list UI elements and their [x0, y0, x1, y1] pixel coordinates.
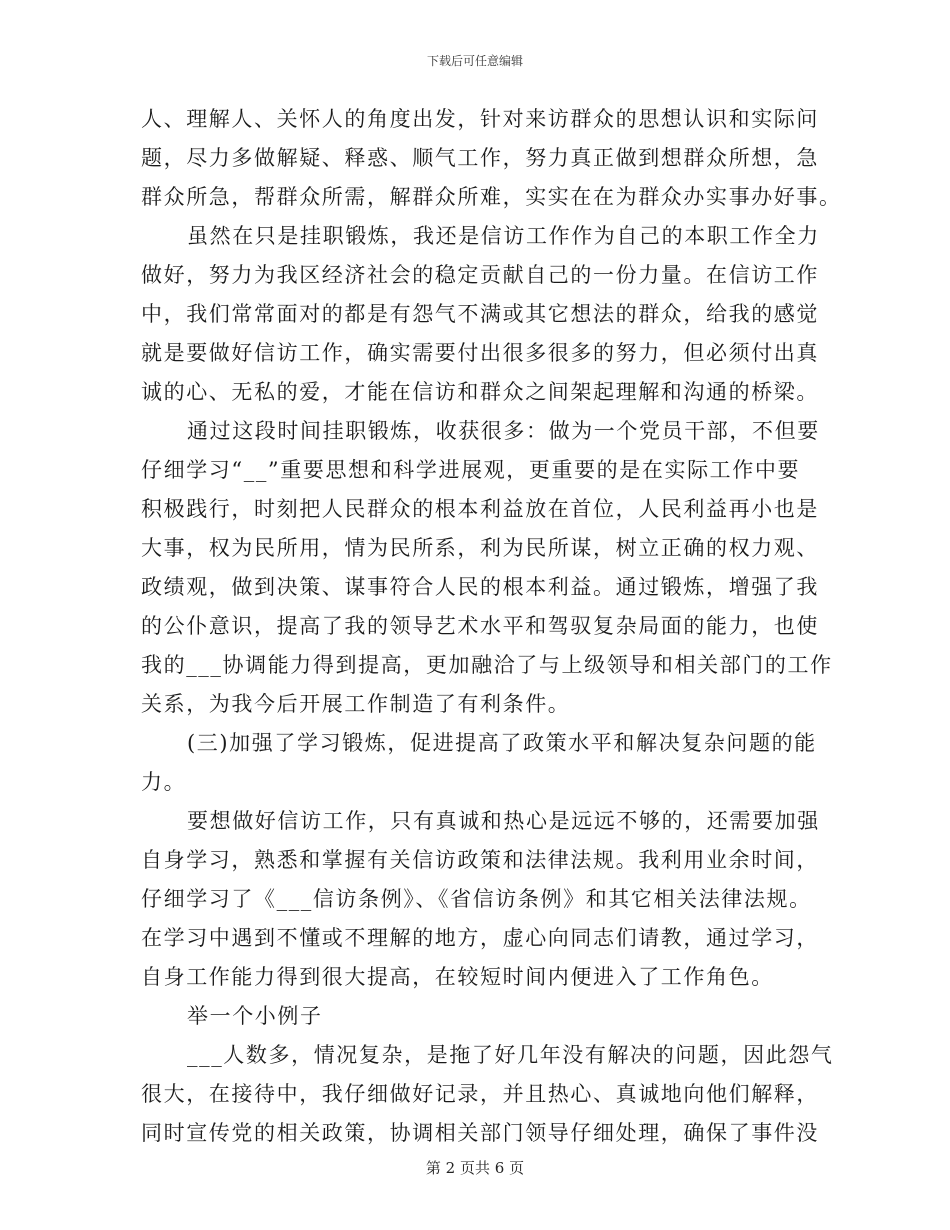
text-line: 做好，努力为我区经济社会的稳定贡献自己的一份力量。在信访工作 — [141, 263, 819, 287]
text-line: 通过这段时间挂职锻炼，收获很多：做为一个党员干部，不但要 — [187, 419, 820, 443]
text-line: 就是要做好信访工作，确实需要付出很多很多的努力，但必须付出真 — [141, 341, 819, 365]
text-line: 诚的心、无私的爱，才能在信访和群众之间架起理解和沟通的桥梁。 — [141, 380, 819, 404]
text-line: ___人数多，情况复杂，是拖了好几年没有解决的问题，因此怨气 — [187, 1043, 834, 1067]
text-line: 自身学习，熟悉和掌握有关信访政策和法律法规。我利用业余时间， — [141, 848, 819, 872]
page-number-footer: 第 2 页共 6 页 — [425, 1159, 525, 1177]
text-line: 关系，为我今后开展工作制造了有利条件。 — [141, 692, 571, 716]
text-line: 仔细学习“__”重要思想和科学进展观，更重要的是在实际工作中要 — [141, 458, 801, 482]
text-line: 政绩观，做到决策、谋事符合人民的根本利益。通过锻炼，增强了我 — [141, 575, 819, 599]
text-line: 举一个小例子 — [187, 1004, 323, 1028]
text-line: 我的___协调能力得到提高，更加融洽了与上级领导和相关部门的工作 — [141, 653, 833, 677]
text-line: 积极践行，时刻把人民群众的根本利益放在首位，人民利益再小也是 — [141, 497, 819, 521]
text-line: 虽然在只是挂职锻炼，我还是信访工作作为自己的本职工作全力 — [187, 224, 820, 248]
text-line: (三)加强了学习锻炼，促进提高了政策水平和解决复杂问题的能 — [187, 731, 817, 755]
text-line: 仔细学习了《___信访条例》、《省信访条例》和其它相关法律法规。 — [141, 887, 812, 911]
document-body — [141, 100, 842, 1153]
text-line: 的公仆意识，提高了我的领导艺术水平和驾驭复杂局面的能力，也使 — [141, 614, 819, 638]
text-line: 人、理解人、关怀人的角度出发，针对来访群众的思想认识和实际问 — [141, 107, 819, 131]
text-line: 同时宣传党的相关政策，协调相关部门领导仔细处理，确保了事件没 — [141, 1121, 819, 1145]
text-line: 大事，权为民所用，情为民所系，利为民所谋，树立正确的权力观、 — [141, 536, 819, 560]
page-header: 下载后可任意编辑 — [426, 54, 523, 68]
text-line: 要想做好信访工作，只有真诚和热心是远远不够的，还需要加强 — [187, 809, 820, 833]
text-line: 自身工作能力得到很大提高，在较短时间内便进入了工作角色。 — [141, 965, 774, 989]
text-line: 群众所急，帮群众所需，解群众所难，实实在在为群众办实事办好事。 — [141, 185, 842, 209]
text-line: 很大，在接待中，我仔细做好记录，并且热心、真诚地向他们解释， — [141, 1082, 819, 1106]
text-line: 中，我们常常面对的都是有怨气不满或其它想法的群众，给我的感觉 — [141, 302, 819, 326]
text-line: 在学习中遇到不懂或不理解的地方，虚心向同志们请教，通过学习， — [141, 926, 819, 950]
text-line: 力。 — [141, 770, 187, 794]
text-line: 题，尽力多做解疑、释惑、顺气工作，努力真正做到想群众所想，急 — [141, 146, 819, 170]
